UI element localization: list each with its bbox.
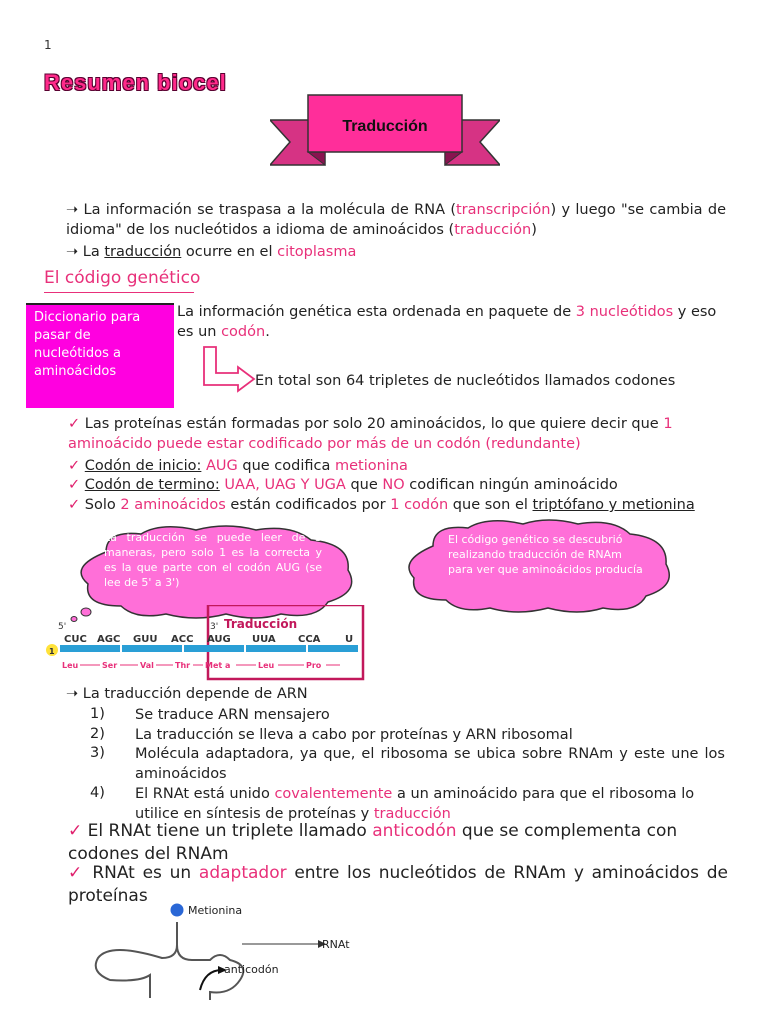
codon-label: CUC <box>64 634 87 645</box>
codon-segment <box>122 645 182 652</box>
banner-label: Traducción <box>342 118 428 135</box>
check-icon: ✓ <box>68 821 83 841</box>
dictionary-box: Diccionario para pasar de nucleótidos a aminoácidos <box>26 303 174 408</box>
big-check-2: ✓ RNAt es un adaptador entre los nucleótidos de RNAm y aminoácidos de proteínas <box>68 863 729 906</box>
aminoacid-label: Met a <box>205 661 231 670</box>
arn-item-num: 4) <box>90 785 105 801</box>
intro-bullet-1: ➝ La información se traspasa a la molécula de RNA (transcripción) y luego "se cambia de idioma" de los nucleótidos a idioma de aminoácidos (traducción) <box>66 202 726 238</box>
frame-label: Traducción <box>224 617 298 631</box>
arrow-icon: ➝ <box>66 202 79 218</box>
aminoacid-label: Leu <box>258 661 275 670</box>
traduccion-banner <box>270 90 500 170</box>
triplets-text: En total son 64 tripletes de nucleótidos llamados codones <box>255 373 676 389</box>
aminoacid-label: Val <box>140 661 154 670</box>
metionina-label: Metionina <box>188 904 243 917</box>
arn-item-text: La traducción se lleva a cabo por proteínas y ARN ribosomal <box>135 727 573 743</box>
arn-item-num: 1) <box>90 706 105 722</box>
intro-bullet-2: ➝ La traducción ocurre en el citoplasma <box>66 244 357 260</box>
codon-sequence-diagram <box>40 605 380 685</box>
five-prime-label: 5' <box>58 622 67 632</box>
arrow-icon: ➝ <box>66 686 79 702</box>
check-item-2: ✓ Codón de inicio: AUG que codifica metionina <box>68 458 408 474</box>
codon-label: AGC <box>97 634 121 645</box>
codon-label: GUU <box>133 634 158 645</box>
codon-text: La información genética esta ordenada en paquete de 3 nucleótidos y eso es un codón. <box>177 304 717 340</box>
section-title: El código genético <box>44 268 201 288</box>
aminoacid-label: Thr <box>175 661 191 670</box>
anticodon-label: anticodón <box>224 963 279 976</box>
page-title: Resumen biocel <box>44 70 227 95</box>
three-prime-label: 3' <box>210 622 219 632</box>
arn-item-text: Se traduce ARN mensajero <box>135 707 330 723</box>
codon-segment <box>60 645 120 652</box>
codon-label: U <box>345 634 354 645</box>
check-icon: ✓ <box>68 458 81 474</box>
codon-segment <box>308 645 358 652</box>
marker-label: 1 <box>49 647 55 656</box>
aminoacid-label: Pro <box>306 661 322 670</box>
codon-label: ACC <box>171 634 194 645</box>
section-underline <box>44 292 194 293</box>
arrow-icon: ➝ <box>66 244 79 260</box>
aminoacid-label: Leu <box>62 661 79 670</box>
big-check-1: ✓ El RNAt tiene un triplete llamado anticodón que se complementa con codones del RNAm <box>68 821 678 864</box>
check-icon: ✓ <box>68 497 81 513</box>
cloud-left-text: La traducción se puede leer de 3 maneras, pero solo 1 es la correcta y es la que parte con el codón AUG (se lee de 5' a 3') <box>104 531 322 589</box>
check-icon: ✓ <box>68 863 85 883</box>
arn-item-num: 2) <box>90 726 105 742</box>
codon-segment <box>184 645 244 652</box>
check-item-4: ✓ Solo 2 aminoácidos están codificados por 1 codón que son el triptófano y metionina <box>68 497 695 513</box>
l-arrow-icon <box>200 345 260 395</box>
arn-heading: ➝ La traducción depende de ARN <box>66 686 308 702</box>
codon-label: CCA <box>298 634 321 645</box>
codon-label: UUA <box>252 634 276 645</box>
arn-item-text: El RNAt está unido covalentemente a un aminoácido para que el ribosoma lo utilice en síntesis de proteínas y traducción <box>135 786 695 822</box>
check-item-3: ✓ Codón de termino: UAA, UAG Y UGA que NO codifican ningún aminoácido <box>68 477 618 493</box>
aminoacid-label: Ser <box>102 661 118 670</box>
cloud-right-text: El código genético se descubrió realizando traducción de RNAm para ver que aminoácidos producía <box>448 533 643 576</box>
arn-item-num: 3) <box>90 745 105 761</box>
trna-diagram <box>90 900 490 1010</box>
metionina-dot-icon <box>171 904 184 917</box>
rnat-label: RNAt <box>322 938 350 951</box>
check-item-1: ✓ Las proteínas están formadas por solo 20 aminoácidos, lo que quiere decir que 1 aminoácido puede estar codificado por más de un codón (redundante) <box>68 416 673 452</box>
codon-segment <box>246 645 306 652</box>
codon-bar <box>60 645 358 652</box>
check-icon: ✓ <box>68 477 81 493</box>
arn-item-text: Molécula adaptadora, ya que, el ribosoma se ubica sobre RNAm y este une los aminoácidos <box>135 746 725 782</box>
trna-left-arm <box>96 922 177 998</box>
check-icon: ✓ <box>68 416 81 432</box>
page-number: 1 <box>44 38 52 52</box>
codon-label: AUG <box>207 634 231 645</box>
